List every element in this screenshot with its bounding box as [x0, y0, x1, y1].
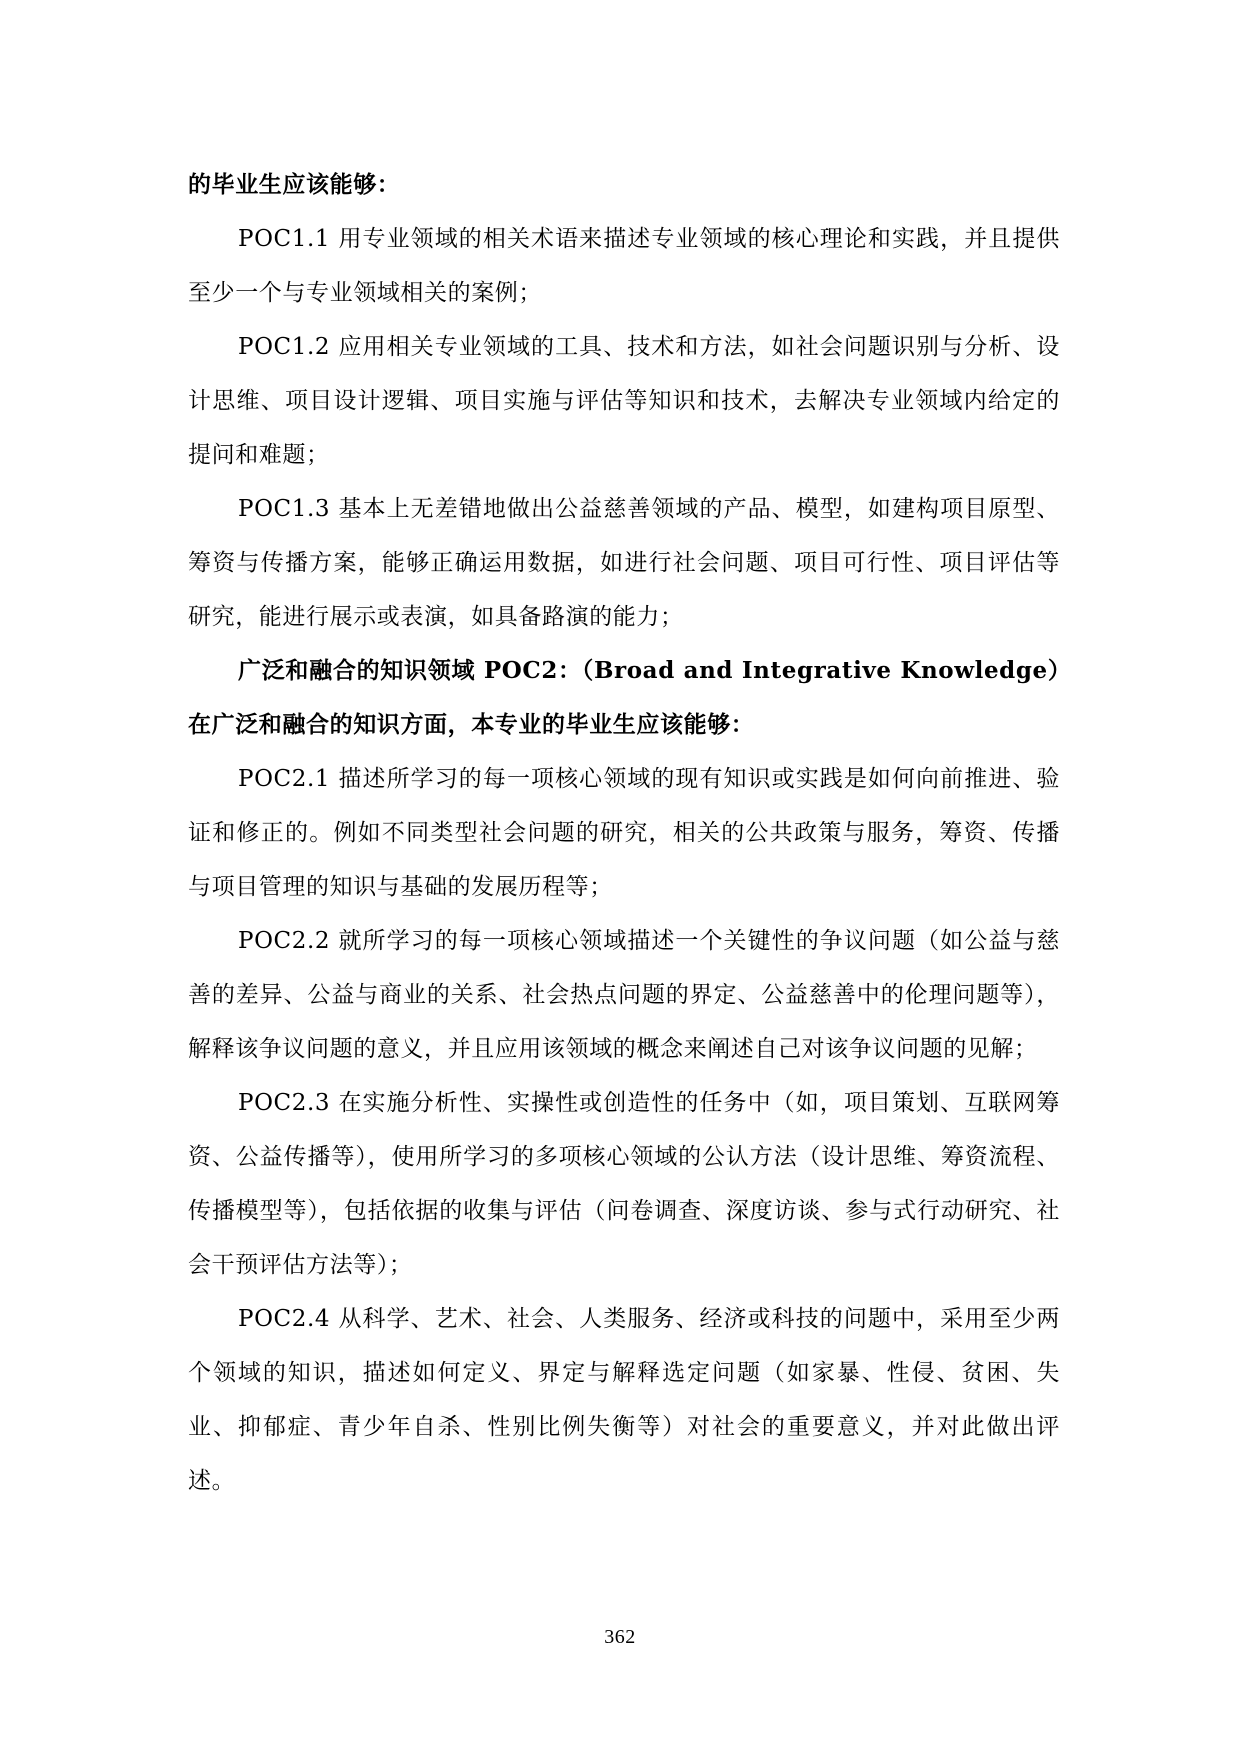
- section-heading-poc2: 广泛和融合的知识领域 POC2：（Broad and Integrative Knowledge）在广泛和融合的知识方面，本专业的毕业生应该能够：: [188, 657, 1060, 738]
- page-body: [188, 158, 1060, 1508]
- paragraph-poc2-4: POC2.4 从科学、艺术、社会、人类服务、经济或科技的问题中，采用至少两个领域的知识，描述如何定义、界定与解释选定问题（如家暴、性侵、贫困、失业、抑郁症、青少年自杀、性别比例失衡等）对社会的重要意义，并对此做出评述。: [188, 1306, 1060, 1494]
- paragraph-poc1-2: POC1.2 应用相关专业领域的工具、技术和方法，如社会问题识别与分析、设计思维、项目设计逻辑、项目实施与评估等知识和技术，去解决专业领域内给定的提问和难题；: [188, 334, 1060, 468]
- paragraph-poc2-3: POC2.3 在实施分析性、实操性或创造性的任务中（如，项目策划、互联网筹资、公益传播等），使用所学习的多项核心领域的公认方法（设计思维、筹资流程、传播模型等），包括依据的收集与评估（问卷调查、深度访谈、参与式行动研究、社会干预评估方法等）；: [188, 1090, 1060, 1278]
- paragraph-poc1-3: POC1.3 基本上无差错地做出公益慈善领域的产品、模型，如建构项目原型、筹资与传播方案，能够正确运用数据，如进行社会问题、项目可行性、项目评估等研究，能进行展示或表演，如具备路演的能力；: [188, 496, 1060, 630]
- paragraph-poc2-1: POC2.1 描述所学习的每一项核心领域的现有知识或实践是如何向前推进、验证和修正的。例如不同类型社会问题的研究，相关的公共政策与服务，筹资、传播与项目管理的知识与基础的发展历程等；: [188, 766, 1060, 900]
- paragraph-poc1-1: POC1.1 用专业领域的相关术语来描述专业领域的核心理论和实践，并且提供至少一个与专业领域相关的案例；: [188, 226, 1060, 306]
- page-number: 362: [604, 1626, 636, 1648]
- continued-heading-line: 的毕业生应该能够：: [188, 171, 401, 198]
- paragraph-poc2-2: POC2.2 就所学习的每一项核心领域描述一个关键性的争议问题（如公益与慈善的差异、公益与商业的关系、社会热点问题的界定、公益慈善中的伦理问题等），解释该争议问题的意义，并且应用该领域的概念来阐述自己对该争议问题的见解；: [188, 928, 1060, 1062]
